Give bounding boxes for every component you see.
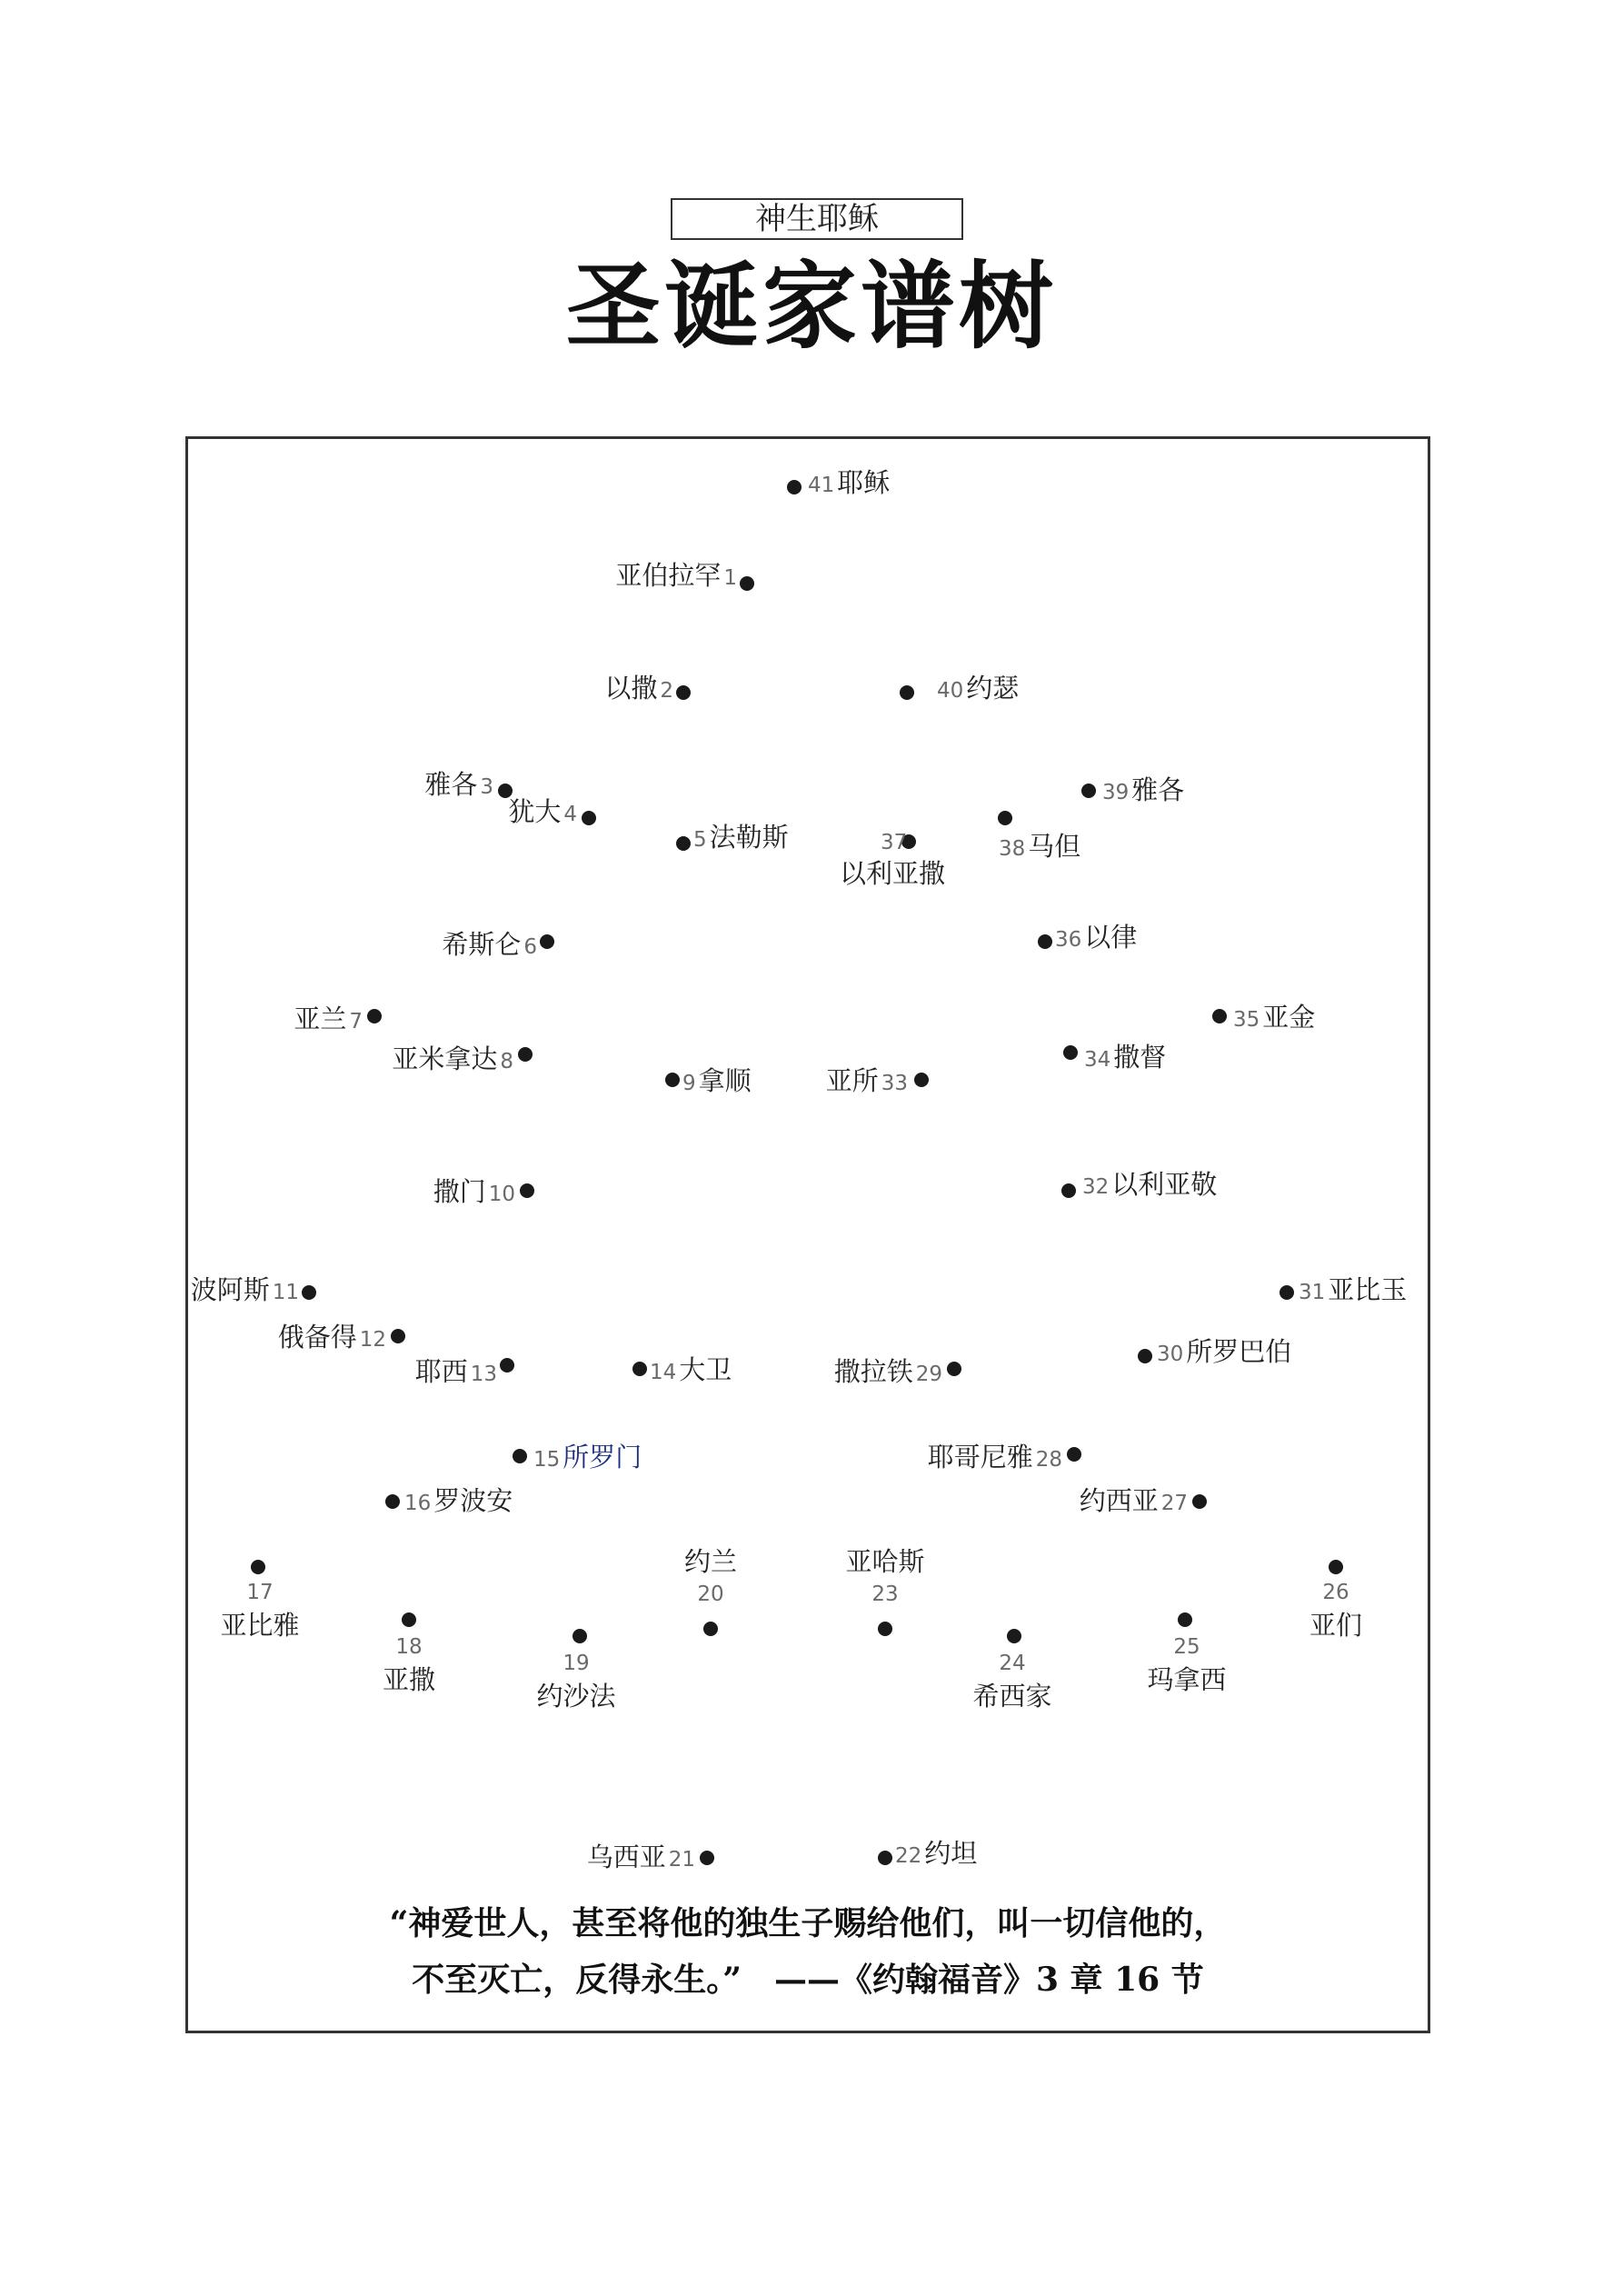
node-label-14 bbox=[647, 1354, 732, 1388]
node-name: 马但 bbox=[1028, 831, 1081, 862]
node-number: 19 bbox=[563, 1652, 590, 1675]
node-dot-29 bbox=[947, 1362, 961, 1376]
node-dot-13 bbox=[500, 1358, 514, 1373]
node-dot-19 bbox=[573, 1629, 587, 1643]
node-dot-40 bbox=[900, 685, 914, 700]
node-dot-6 bbox=[540, 934, 554, 949]
node-label-6 bbox=[442, 929, 540, 963]
node-number: 12 bbox=[359, 1328, 386, 1352]
node-name: 拿顺 bbox=[698, 1065, 752, 1096]
node-dot-10 bbox=[520, 1183, 534, 1198]
node-dot-39 bbox=[1081, 784, 1096, 798]
node-number: 17 bbox=[246, 1581, 274, 1604]
node-name: 乌西亚 bbox=[586, 1842, 666, 1872]
node-number: 28 bbox=[1035, 1448, 1062, 1472]
node-number: 29 bbox=[915, 1363, 942, 1386]
node-name: 希斯仑 bbox=[442, 929, 522, 960]
node-name: 亚金 bbox=[1262, 1002, 1316, 1033]
node-name: 撒督 bbox=[1113, 1042, 1167, 1073]
node-name: 所罗门 bbox=[563, 1442, 642, 1472]
node-dot-15 bbox=[513, 1449, 527, 1463]
node-number: 13 bbox=[470, 1363, 497, 1386]
node-number: 39 bbox=[1102, 781, 1130, 804]
page-title: 圣诞家谱树 bbox=[565, 250, 1057, 362]
node-number: 9 bbox=[682, 1072, 696, 1095]
node-number: 18 bbox=[395, 1635, 423, 1659]
node-dot-12 bbox=[391, 1329, 405, 1343]
bible-verse bbox=[185, 1895, 1430, 2008]
node-number: 4 bbox=[563, 803, 577, 826]
node-label-21 bbox=[587, 1842, 698, 1875]
node-number: 7 bbox=[349, 1010, 363, 1033]
node-number: 5 bbox=[693, 828, 707, 852]
node-name: 约瑟 bbox=[966, 673, 1020, 704]
node-dot-30 bbox=[1138, 1349, 1152, 1363]
node-number: 27 bbox=[1160, 1492, 1188, 1515]
node-dot-7 bbox=[367, 1009, 382, 1023]
verse-line-1: “神爱世人，甚至将他的独生子赐给他们，叫一切信他的， bbox=[389, 1904, 1227, 1942]
node-name: 亚们 bbox=[1309, 1610, 1363, 1641]
subtitle-box: 神生耶稣 bbox=[671, 198, 963, 240]
node-name: 亚撒 bbox=[382, 1664, 436, 1695]
node-label-29 bbox=[834, 1356, 945, 1390]
node-name: 以利亚撒 bbox=[840, 858, 946, 889]
node-name: 希西家 bbox=[972, 1681, 1052, 1712]
node-dot-38 bbox=[998, 811, 1012, 825]
node-label-25 bbox=[1147, 1631, 1226, 1696]
node-label-15 bbox=[531, 1442, 642, 1475]
node-label-12 bbox=[278, 1322, 389, 1355]
node-name: 亚所 bbox=[825, 1065, 879, 1096]
node-dot-5 bbox=[676, 836, 691, 851]
node-dot-33 bbox=[914, 1073, 929, 1087]
node-label-36 bbox=[1052, 922, 1137, 955]
node-name: 波阿斯 bbox=[190, 1274, 270, 1305]
node-name: 犹大 bbox=[508, 796, 562, 827]
node-name: 法勒斯 bbox=[709, 822, 789, 853]
node-number: 33 bbox=[881, 1072, 908, 1095]
node-label-24 bbox=[972, 1647, 1051, 1712]
node-label-11 bbox=[191, 1274, 302, 1308]
node-number: 24 bbox=[999, 1652, 1026, 1675]
node-label-18 bbox=[383, 1631, 435, 1696]
node-label-28 bbox=[928, 1442, 1065, 1475]
node-name: 亚比雅 bbox=[220, 1610, 300, 1641]
node-label-27 bbox=[1080, 1485, 1190, 1519]
node-label-33 bbox=[826, 1065, 911, 1099]
verse-line-2: 不至灭亡，反得永生。” ——《约翰福音》3 章 16 节 bbox=[412, 1961, 1204, 1999]
node-name: 亚比玉 bbox=[1328, 1274, 1408, 1305]
node-name: 约沙法 bbox=[536, 1681, 616, 1712]
node-dot-23 bbox=[878, 1622, 892, 1636]
node-name: 玛拿西 bbox=[1147, 1664, 1227, 1695]
node-number: 20 bbox=[697, 1582, 724, 1606]
node-dot-1 bbox=[740, 576, 754, 591]
node-number: 10 bbox=[488, 1183, 515, 1206]
node-dot-36 bbox=[1038, 934, 1052, 949]
node-dot-34 bbox=[1063, 1045, 1078, 1060]
node-dot-31 bbox=[1279, 1285, 1294, 1300]
node-label-8 bbox=[392, 1043, 516, 1077]
node-name: 罗波安 bbox=[433, 1485, 513, 1516]
node-dot-17 bbox=[251, 1560, 265, 1574]
node-label-10 bbox=[433, 1176, 518, 1210]
node-label-17 bbox=[220, 1576, 299, 1642]
node-name: 约坦 bbox=[924, 1838, 978, 1869]
node-label-32 bbox=[1080, 1169, 1217, 1203]
node-name: 俄备得 bbox=[277, 1322, 357, 1353]
node-number: 40 bbox=[937, 679, 964, 703]
node-label-40 bbox=[934, 673, 1019, 706]
node-name: 耶稣 bbox=[837, 467, 891, 498]
node-number: 30 bbox=[1157, 1343, 1184, 1366]
node-label-16 bbox=[402, 1485, 513, 1519]
node-name: 雅各 bbox=[424, 769, 478, 800]
node-dot-18 bbox=[402, 1612, 416, 1627]
node-label-23 bbox=[845, 1545, 924, 1611]
node-name: 亚米拿达 bbox=[392, 1043, 498, 1074]
node-number: 36 bbox=[1055, 928, 1082, 952]
node-dot-25 bbox=[1178, 1612, 1192, 1627]
node-name: 耶西 bbox=[414, 1356, 468, 1387]
node-label-13 bbox=[415, 1356, 500, 1390]
node-name: 耶哥尼雅 bbox=[927, 1442, 1033, 1472]
node-number: 35 bbox=[1233, 1008, 1260, 1032]
node-name: 以利亚敬 bbox=[1111, 1169, 1218, 1200]
node-number: 21 bbox=[668, 1848, 695, 1872]
node-number: 32 bbox=[1082, 1175, 1110, 1199]
node-label-7 bbox=[294, 1003, 365, 1037]
node-label-35 bbox=[1230, 1002, 1315, 1035]
node-name: 雅各 bbox=[1131, 774, 1185, 805]
node-label-19 bbox=[536, 1647, 615, 1712]
node-name: 所罗巴伯 bbox=[1186, 1336, 1292, 1367]
node-name: 以撒 bbox=[604, 673, 658, 704]
node-label-26 bbox=[1309, 1576, 1362, 1642]
node-label-3 bbox=[424, 769, 496, 803]
node-name: 亚兰 bbox=[294, 1003, 347, 1034]
node-dot-41 bbox=[787, 480, 802, 494]
node-label-41 bbox=[805, 467, 890, 501]
node-name: 亚伯拉罕 bbox=[615, 560, 722, 591]
node-label-2 bbox=[604, 673, 676, 706]
node-number: 3 bbox=[480, 775, 493, 799]
node-dot-27 bbox=[1192, 1494, 1207, 1509]
node-number: 16 bbox=[404, 1492, 432, 1515]
node-label-22 bbox=[892, 1838, 977, 1872]
node-label-38 bbox=[996, 831, 1080, 864]
node-number: 25 bbox=[1173, 1635, 1200, 1659]
node-label-37 bbox=[840, 827, 946, 889]
node-dot-22 bbox=[878, 1851, 892, 1865]
node-label-1 bbox=[615, 560, 740, 594]
node-name: 撒拉铁 bbox=[833, 1356, 913, 1387]
node-dot-9 bbox=[665, 1073, 680, 1087]
node-label-5 bbox=[691, 822, 789, 855]
node-name: 大卫 bbox=[679, 1354, 732, 1385]
node-dot-32 bbox=[1061, 1183, 1076, 1198]
node-dot-2 bbox=[676, 685, 691, 700]
node-dot-26 bbox=[1329, 1560, 1343, 1574]
node-label-31 bbox=[1296, 1274, 1407, 1308]
node-label-34 bbox=[1081, 1042, 1166, 1075]
node-label-30 bbox=[1154, 1336, 1291, 1370]
node-dot-28 bbox=[1067, 1447, 1081, 1462]
node-dot-11 bbox=[302, 1285, 316, 1300]
node-number: 34 bbox=[1084, 1048, 1111, 1072]
node-name: 以律 bbox=[1084, 922, 1138, 953]
node-dot-14 bbox=[632, 1362, 647, 1376]
node-dot-21 bbox=[700, 1851, 714, 1865]
node-number: 38 bbox=[999, 837, 1026, 861]
node-number: 8 bbox=[500, 1050, 513, 1073]
node-name: 亚哈斯 bbox=[845, 1546, 925, 1577]
node-label-20 bbox=[684, 1545, 737, 1611]
node-dot-4 bbox=[582, 811, 596, 825]
node-name: 撒门 bbox=[433, 1176, 486, 1207]
node-number: 15 bbox=[533, 1448, 561, 1472]
node-number: 11 bbox=[272, 1281, 299, 1304]
node-number: 41 bbox=[808, 474, 835, 497]
node-label-4 bbox=[508, 796, 580, 830]
node-name: 约西亚 bbox=[1079, 1485, 1159, 1516]
node-number: 22 bbox=[895, 1844, 922, 1868]
family-tree-frame bbox=[185, 436, 1430, 2033]
node-number: 26 bbox=[1322, 1581, 1349, 1604]
node-number: 6 bbox=[523, 935, 537, 959]
node-number: 1 bbox=[723, 566, 737, 590]
node-dot-16 bbox=[385, 1494, 400, 1509]
node-number: 2 bbox=[660, 679, 673, 703]
node-dot-8 bbox=[518, 1047, 533, 1062]
node-name: 约兰 bbox=[683, 1546, 738, 1577]
node-label-9 bbox=[680, 1065, 752, 1099]
node-label-39 bbox=[1100, 774, 1184, 808]
node-number: 37 bbox=[881, 831, 908, 854]
node-number: 23 bbox=[871, 1582, 899, 1606]
node-dot-24 bbox=[1007, 1629, 1021, 1643]
node-number: 31 bbox=[1299, 1281, 1326, 1304]
node-dot-20 bbox=[703, 1622, 718, 1636]
node-number: 14 bbox=[650, 1361, 677, 1384]
node-dot-35 bbox=[1212, 1009, 1227, 1023]
